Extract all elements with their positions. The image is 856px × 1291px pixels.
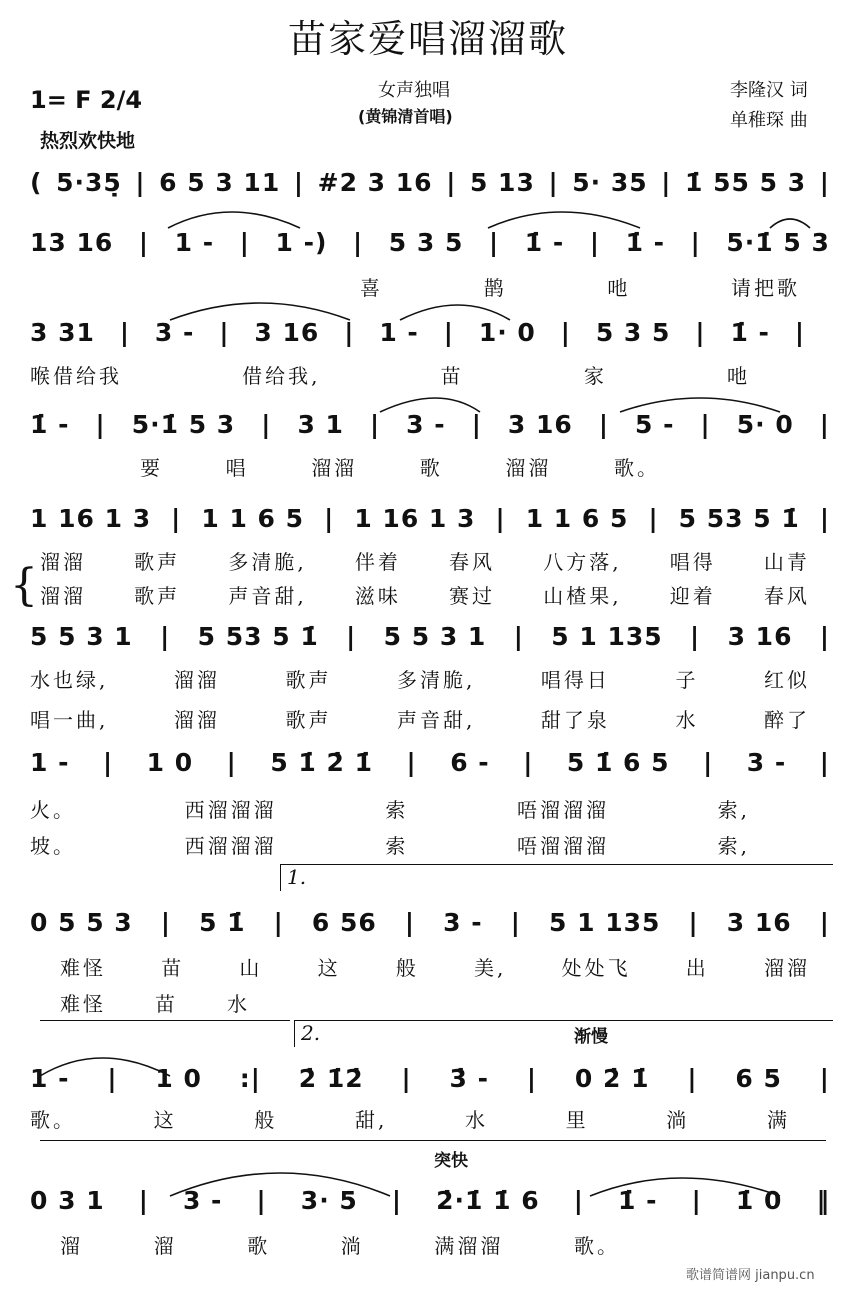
performance-type: 女声独唱	[378, 80, 450, 101]
notation-row-4: 1̇ - | 5·1̇ 5 3 | 3 1 | 3 - | 3 16 | 5 - | 5· 0 |	[30, 410, 830, 439]
lyric-row-10: 溜 溜 歌 淌 满溜溜 歌。	[60, 1234, 620, 1258]
lyric-row-3: 喉借给我 借给我, 苗 家 吔	[30, 364, 750, 388]
lyric-row-6-verse-2: 唱一曲, 溜溜 歌声 声音甜, 甜了泉 水 醉了	[30, 708, 810, 732]
notation-row-6: 5 5 3 1 | 5 53 5 1̇ | 5 5 3 1 | 5 1 135 | 3 16 |	[30, 622, 830, 651]
notation-row-9: 1 - | 1 0 :| 2̇ 1̇2̇ | 3̇ - | 0 2̇ 1̇ | 6 5 |	[30, 1064, 830, 1093]
volta-1-bracket: 1.	[280, 864, 833, 891]
slur-arc	[380, 398, 480, 412]
lyric-row-8-verse-2: 难怪 苗 水	[60, 992, 250, 1016]
lyric-row-7-verse-1: 火。 西溜溜溜 索 唔溜溜溜 索,	[30, 798, 750, 822]
lyric-row-6-verse-1: 水也绿, 溜溜 歌声 多清脆, 唱得日 子 红似	[30, 668, 810, 692]
slur-arc	[170, 1173, 390, 1196]
notation-row-5: 1 16 1 3 | 1 1 6 5 | 1 16 1 3 | 1 1 6 5 | 5 53 5 1̇ |	[30, 504, 830, 533]
lyric-row-8-verse-1: 难怪 苗 山 这 般 美, 处处飞 出 溜溜	[60, 956, 810, 980]
lyric-row-7-verse-2: 坡。 西溜溜溜 索 唔溜溜溜 索,	[30, 834, 750, 858]
tempo-marking: 热烈欢快地	[40, 130, 136, 152]
sudden-fast-mark: 突快	[434, 1151, 468, 1171]
lyric-row-2: 喜 鹊 吔 请把歌	[360, 276, 800, 300]
notation-row-2: 13 16 | 1 - | 1 -) | 5 3 5 | 1̇ - | 1̇ - | 5·1̇ 5 3	[30, 228, 830, 257]
slur-arc	[590, 1178, 780, 1196]
key-signature: 1= F 2/4	[30, 86, 143, 114]
notation-row-8: 0 5 5 3 | 5 1̇ | 6 56 | 3 - | 5 1 135 | 3 16 |	[30, 908, 830, 937]
notation-row-10: 0 3 1 | 3 - | 3· 5 | 2̇·1̇ 1̇ 6 | 1̇ - | 1̇ 0 ‖	[30, 1186, 830, 1215]
lyric-row-9: 歌。 这 般 甜, 水 里 淌 满	[30, 1108, 790, 1132]
verse-brace: {	[10, 560, 38, 611]
slur-arc	[170, 303, 350, 320]
slur-arc	[40, 1058, 170, 1076]
song-title: 苗家爱唱溜溜歌	[287, 17, 568, 61]
watermark: 歌谱简谱网 jianpu.cn	[686, 1268, 815, 1283]
notation-row-7: 1 - | 1 0 | 5 1̇ 2̇ 1̇ | 6 - | 5 1̇ 6 5 | 3 - |	[30, 748, 830, 777]
premiere-singer: (黄锦清首唱)	[358, 107, 453, 126]
slur-arc	[400, 305, 510, 320]
slur-arc	[770, 219, 810, 228]
gradual-slow-mark: 渐慢	[574, 1027, 608, 1047]
slur-arc	[168, 212, 300, 228]
volta-2-bracket: 2.	[294, 1020, 833, 1047]
lyricist-credit: 李隆汉 词	[730, 80, 808, 101]
lyric-row-5-verse-1: 溜溜 歌声 多清脆, 伴着 春风 八方落, 唱得 山青	[40, 550, 810, 574]
slur-arc	[620, 398, 780, 412]
slur-arc	[488, 212, 640, 228]
lyric-row-5-verse-2: 溜溜 歌声 声音甜, 滋味 赛过 山楂果, 迎着 春风	[40, 584, 810, 608]
notation-row-1: ( 5·35̣ | 6 5 3 11 | #2 3 16 | 5 13 | 5· 35 | 1̇ 55 5 3 |	[30, 168, 830, 197]
lyric-row-4: 要 唱 溜溜 歌 溜溜 歌。	[140, 456, 660, 480]
notation-row-3: 3 31 | 3 - | 3 16 | 1 - | 1· 0 | 5 3 5 | 1̇ - |	[30, 318, 805, 347]
composer-credit: 单稚琛 曲	[730, 110, 808, 131]
